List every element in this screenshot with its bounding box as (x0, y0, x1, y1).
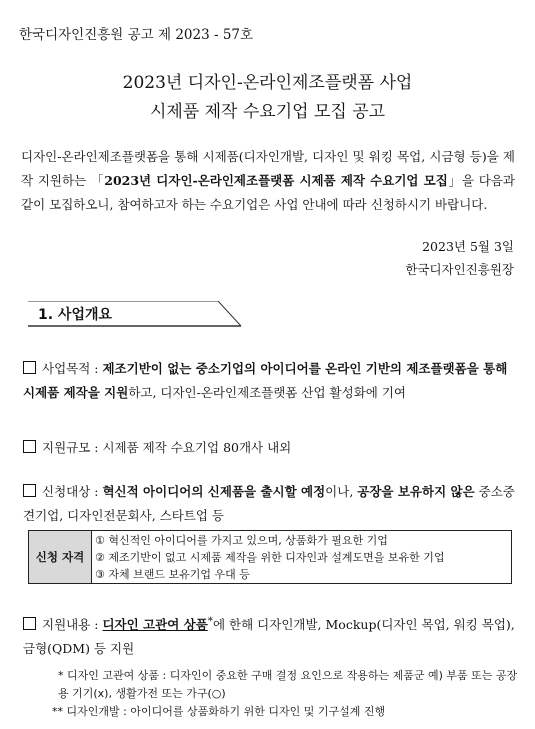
checkbox-bullet-icon (23, 484, 36, 497)
checkbox-bullet-icon (23, 361, 36, 374)
footnote-2: ** 디자인개발 : 아이디어를 상품화하기 위한 디자인 및 기구설계 진행 (52, 705, 386, 718)
item-content-label: 지원내용 (42, 617, 91, 633)
item-target-bold-1: 혁신적 아이디어의 신제품을 출시할 예정 (102, 484, 326, 499)
section-header (28, 301, 242, 327)
item-target-mid: 이나, (325, 484, 358, 499)
item-scale-label: 지원규모 (42, 440, 91, 455)
qualification-list (95, 532, 444, 583)
intro-text-1: 디자인-온라인제조플랫폼을 통해 시제품(디자인개발, 디자인 및 워킹 목업, 시금형 등)을 제작 지원하는 「 (21, 149, 515, 188)
intro-text-2: 」을 다음과 같이 모집하오니, 참여하고자 하는 수요기업은 사업 안내에 따라 신청하시기 바랍니다. (21, 173, 516, 212)
qualification-row: ① 혁신적인 아이디어를 가지고 있으며, 상품화가 필요한 기업 (95, 534, 388, 547)
item-scale (23, 436, 515, 460)
title-line-2: 시제품 제작 수요기업 모집 공고 (149, 102, 386, 122)
checkbox-bullet-icon (23, 617, 36, 630)
item-purpose-label: 사업목적 (42, 361, 91, 376)
item-purpose-bold: 제조기반이 없는 중소기업의 아이디어를 온라인 기반의 제조플랫폼을 통해 시제품 제작을 지원 (23, 361, 508, 400)
item-separator: : (90, 617, 103, 633)
checkbox-bullet-icon (23, 440, 36, 453)
item-target (23, 480, 515, 528)
qualification-row: ③ 자체 브랜드 보유기업 우대 등 (95, 568, 250, 581)
footnote-marker: * (207, 615, 213, 627)
item-target-label: 신청대상 (42, 484, 91, 499)
intro-bold-text: 2023년 디자인-온라인제조플랫폼 시제품 제작 수요기업 모집 (104, 173, 448, 188)
footnote-1: * 디자인 고관여 상품 : 디자인이 중요한 구매 결정 요인으로 작용하는 제품군 예) 부품 또는 공장용 기기(x), 생활가전 또는 가구(○) (58, 669, 518, 700)
issuing-organization: 한국디자인진흥원장 (405, 262, 514, 277)
qualification-table (28, 530, 512, 584)
item-target-rest: 중소중견기업, 디자인전문회사, 스타트업 등 (23, 484, 515, 523)
item-separator: : (90, 484, 103, 499)
intro-paragraph (21, 145, 515, 217)
item-scale-text: 시제품 제작 수요기업 80개사 내외 (102, 440, 292, 455)
item-content-bold: 디자인 고관여 상품 (102, 617, 208, 633)
section-title: 1. 사업개요 (38, 307, 113, 323)
notice-date: 2023년 5월 3일 (422, 239, 514, 254)
qualification-row: ② 제조기반이 없고 시제품 제작을 위한 디자인과 설계도면을 보유한 기업 (95, 551, 445, 564)
item-content-rest: 에 한해 디자인개발, Mockup(디자인 목업, 워킹 목업), 금형(QDM) 등 지원 (23, 617, 515, 657)
title-line-1: 2023년 디자인-온라인제조플랫폼 사업 (122, 73, 413, 93)
item-content (23, 609, 515, 661)
item-separator: : (90, 361, 103, 376)
item-target-bold-2: 공장을 보유하지 않은 (357, 484, 475, 499)
notice-number: 한국디자인진흥원 공고 제 2023 - 57호 (19, 27, 254, 43)
item-separator: : (90, 440, 103, 455)
item-purpose (23, 357, 515, 405)
item-purpose-rest: 하고, 디자인-온라인제조플랫폼 산업 활성화에 기여 (128, 385, 406, 400)
qualification-table-header: 신청 자격 (29, 531, 92, 583)
